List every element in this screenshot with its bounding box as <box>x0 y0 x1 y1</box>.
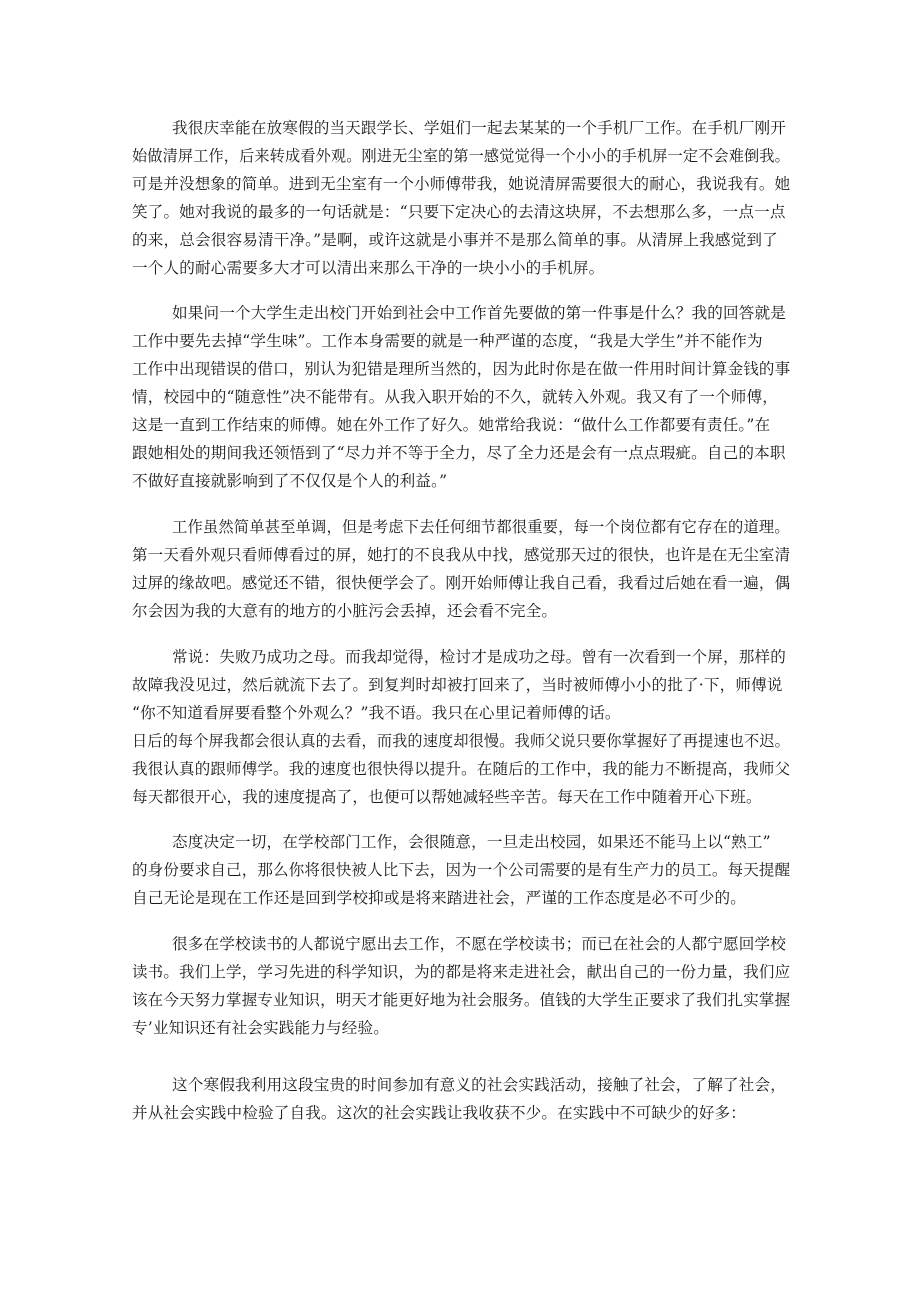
paragraph-4-line-1: 常说：失败乃成功之母。而我却觉得，检讨才是成功之母。曾有一次看到一个屏，那样的 <box>172 648 787 666</box>
paragraph-2-line-6: 跟她相处的期间我还领悟到了“尽力并不等于全力，尽了全力还是会有一点点瑕疵。自己的本职 <box>132 444 786 462</box>
paragraph-1-line-4: 笑了。她对我说的最多的一句话就是：“只要下定决心的去清这块屏，不去想那么多，一点一点 <box>132 203 786 221</box>
paragraph-3-line-3: 过屏的缘故吧。感觉还不错，很快便学会了。刚开始师傅让我自己看，我看过后她在看一遍，偶 <box>132 574 791 592</box>
paragraph-4-line-2: 故障我没见过，然后就流下去了。到复判时却被打回来了，当时被师傅小小的批了·下，师傅说 <box>132 676 783 694</box>
paragraph-3-line-2: 第一天看外观只看师傅看过的屏，她打的不良我从中找，感觉那天过的很快，也许是在无尘室清 <box>132 546 791 564</box>
paragraph-4-line-3: “你不知道看屏要看整个外观么？”我不语。我只在心里记着师傅的话。 <box>132 704 621 722</box>
paragraph-7-line-1: 这个寒假我利用这段宝贵的时间参加有意义的社会实践活动，接触了社会，了解了社会， <box>172 1076 787 1094</box>
paragraph-6-line-4: 专’业知识还有社会实践能力与经验。 <box>132 1019 390 1037</box>
paragraph-3-line-4: 尔会因为我的大意有的地方的小脏污会丢掉，还会看不完全。 <box>132 602 558 620</box>
paragraph-1-line-1: 我很庆幸能在放寒假的当天跟学长、学姐们一起去某某的一个手机厂工作。在手机厂刚开 <box>172 119 787 137</box>
paragraph-5-line-2: 的身份要求自己，那么你将很快被人比下去，因为一个公司需要的是有生产力的员工。每天提醒 <box>132 861 791 879</box>
paragraph-1-line-2: 始做清屏工作，后来转成看外观。刚进无尘室的第一感觉觉得一个小小的手机屏一定不会难倒我。 <box>132 147 790 165</box>
paragraph-5-line-3: 自己无论是现在工作还是回到学校抑或是将来踏进社会，严谨的工作态度是必不可少的。 <box>132 889 747 907</box>
paragraph-7-line-2: 并从社会实践中检验了自我。这次的社会实践让我收获不少。在实践中不可缺少的好多： <box>132 1104 747 1122</box>
paragraph-2-line-3: 工作中出现错误的借口，别认为犯错是理所当然的，因为此时你是在做一件用时间计算金钱的事 <box>132 360 791 378</box>
paragraph-6-line-2: 读书。我们上学，学习先进的科学知识，为的都是将来走进社会，献出自己的一份力量，我们应 <box>132 963 791 981</box>
paragraph-2-line-7: 不做好直接就影响到了不仅仅是个人的利益。” <box>132 472 448 490</box>
paragraph-2-line-4: 情，校园中的“随意性”决不能带有。从我入职开始的不久，就转入外观。我又有了一个师傅， <box>132 388 778 406</box>
paragraph-6-line-3: 该在今天努力掌握专业知识，明天才能更好地为社会服务。值钱的大学生正要求了我们扎实掌握 <box>132 991 791 1009</box>
paragraph-2-line-2: 工作中要先去掉“学生味”。工作本身需要的就是一种严谨的态度，“我是大学生”并不能作为 <box>132 332 763 350</box>
paragraph-4-line-4: 日后的每个屏我都会很认真的去看，而我的速度却很慢。我师父说只要你掌握好了再提速也不迟。 <box>132 732 790 750</box>
paragraph-1-line-6: 一个人的耐心需要多大才可以清出来那么干净的一块小小的手机屏。 <box>132 259 605 277</box>
paragraph-6-line-1: 很多在学校读书的人都说宁愿出去工作，不愿在学校读书；而已在社会的人都宁愿回学校 <box>172 935 787 953</box>
paragraph-4-line-5: 我很认真的跟师傅学。我的速度也很快得以提升。在随后的工作中，我的能力不断提高，我师父 <box>132 760 791 778</box>
paragraph-5-line-1: 态度决定一切，在学校部门工作，会很随意，一旦走出校园，如果还不能马上以“熟工” <box>172 833 771 851</box>
paragraph-1-line-5: 的来，总会很容易清干净。”是啊，或许这就是小事并不是那么简单的事。从清屏上我感觉到了 <box>132 231 778 249</box>
paragraph-1-line-3: 可是并没想象的简单。进到无尘室有一个小师傅带我，她说清屏需要很大的耐心，我说我有。她 <box>132 175 791 193</box>
paragraph-2-line-5: 这是一直到工作结束的师傅。她在外工作了好久。她常给我说：“做什么工作都要有责任。”在 <box>132 416 771 434</box>
paragraph-3-line-1: 工作虽然简单甚至单调，但是考虑下去任何细节都很重要，每一个岗位都有它存在的道理。 <box>172 518 790 536</box>
paragraph-4-line-6: 每天都很开心，我的速度提高了，也便可以帮她减轻些辛苦。每天在工作中随着开心下班。 <box>132 788 762 806</box>
paragraph-2-line-1: 如果问一个大学生走出校门开始到社会中工作首先要做的第一件事是什么？我的回答就是 <box>172 304 787 322</box>
